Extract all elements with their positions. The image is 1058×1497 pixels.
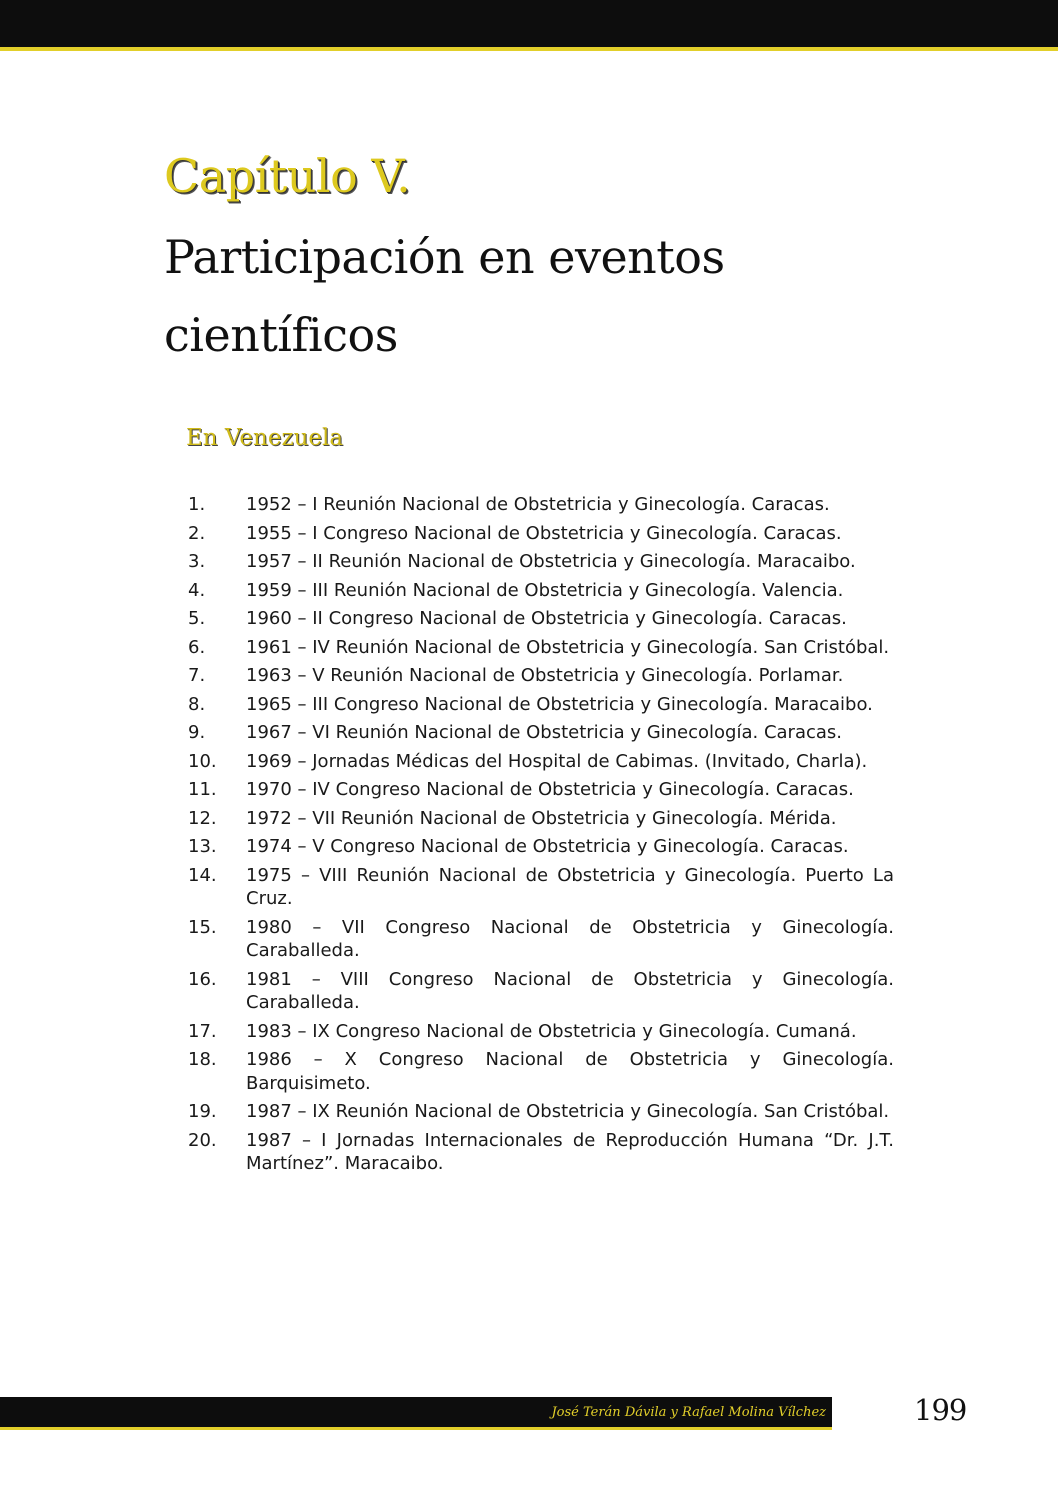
list-item-text: 1967 – VI Reunión Nacional de Obstetricia y Ginecología. Caracas. [246,722,843,743]
list-item [188,835,894,859]
list-item-text: 1980 – VII Congreso Nacional de Obstetricia y Ginecología. Caraballeda. [246,916,894,961]
list-item [188,1048,894,1095]
list-item [188,550,894,574]
list-item [188,607,894,631]
list-item [188,1020,894,1044]
list-item-number: 15. [188,916,217,938]
list-item [188,864,894,911]
list-item-number: 7. [188,665,206,686]
list-item-text: 1959 – III Reunión Nacional de Obstetricia y Ginecología. Valencia. [246,579,844,601]
list-item [188,1100,894,1124]
list-item-text: 1987 – I Jornadas Internacionales de Reproducción Humana “Dr. J.T. Martínez”. Maracaibo. [246,1129,894,1174]
list-item [188,1129,894,1176]
list-item-number: 13. [188,836,217,857]
list-item [188,693,894,717]
footer-authors: José Terán Dávila y Rafael Molina Vílchez [551,1405,826,1420]
list-item-number: 10. [188,750,217,772]
list-item-number: 9. [188,722,206,743]
event-list [188,493,894,1181]
list-item-text: 1975 – VIII Reunión Nacional de Obstetricia y Ginecología. Puerto La Cruz. [246,864,894,909]
top-header-bar [0,0,1058,51]
list-item [188,778,894,802]
list-item-number: 16. [188,968,217,990]
page-number: 199 [914,1393,967,1427]
list-item-text: 1969 – Jornadas Médicas del Hospital de Cabimas. (Invitado, Charla). [246,750,868,772]
list-item [188,522,894,546]
list-item [188,579,894,603]
list-item-text: 1955 – I Congreso Nacional de Obstetricia y Ginecología. Caracas. [246,522,842,544]
list-item [188,493,894,517]
chapter-title: Participación en eventos científicos [164,230,725,362]
list-item-number: 18. [188,1049,217,1070]
list-item-text: 1983 – IX Congreso Nacional de Obstetricia y Ginecología. Cumaná. [246,1020,857,1042]
list-item-text: 1963 – V Reunión Nacional de Obstetricia y Ginecología. Porlamar. [246,665,844,686]
list-item-number: 6. [188,636,206,658]
list-item-text: 1981 – VIII Congreso Nacional de Obstetricia y Ginecología. Caraballeda. [246,968,894,1013]
list-item-text: 1961 – IV Reunión Nacional de Obstetricia y Ginecología. San Cristóbal. [246,636,890,658]
list-item-number: 8. [188,693,206,715]
list-item-number: 5. [188,608,206,629]
list-item-number: 3. [188,551,206,572]
list-item-number: 12. [188,807,217,829]
list-item-number: 17. [188,1020,217,1042]
list-item-number: 4. [188,579,206,601]
list-item-text: 1986 – X Congreso Nacional de Obstetricia y Ginecología. Barquisimeto. [246,1049,894,1094]
list-item-number: 1. [188,494,206,515]
section-title: En Venezuela [186,425,344,451]
list-item-text: 1952 – I Reunión Nacional de Obstetricia y Ginecología. Caracas. [246,494,830,515]
list-item-text: 1972 – VII Reunión Nacional de Obstetricia y Ginecología. Mérida. [246,807,837,829]
list-item-text: 1974 – V Congreso Nacional de Obstetricia y Ginecología. Caracas. [246,836,849,857]
footer-bar [0,1397,832,1430]
list-item-text: 1965 – III Congreso Nacional de Obstetricia y Ginecología. Maracaibo. [246,693,873,715]
list-item-number: 14. [188,864,217,886]
list-item-number: 2. [188,522,206,544]
list-item [188,750,894,774]
list-item-number: 19. [188,1101,217,1122]
list-item-text: 1987 – IX Reunión Nacional de Obstetricia y Ginecología. San Cristóbal. [246,1101,890,1122]
list-item [188,721,894,745]
list-item-number: 11. [188,779,217,800]
list-item [188,636,894,660]
list-item [188,807,894,831]
chapter-label: Capítulo V. [164,149,411,203]
list-item-text: 1960 – II Congreso Nacional de Obstetricia y Ginecología. Caracas. [246,608,847,629]
list-item-text: 1970 – IV Congreso Nacional de Obstetricia y Ginecología. Caracas. [246,779,854,800]
list-item [188,916,894,963]
list-item-number: 20. [188,1129,217,1151]
list-item-text: 1957 – II Reunión Nacional de Obstetricia y Ginecología. Maracaibo. [246,551,856,572]
list-item [188,968,894,1015]
list-item [188,664,894,688]
